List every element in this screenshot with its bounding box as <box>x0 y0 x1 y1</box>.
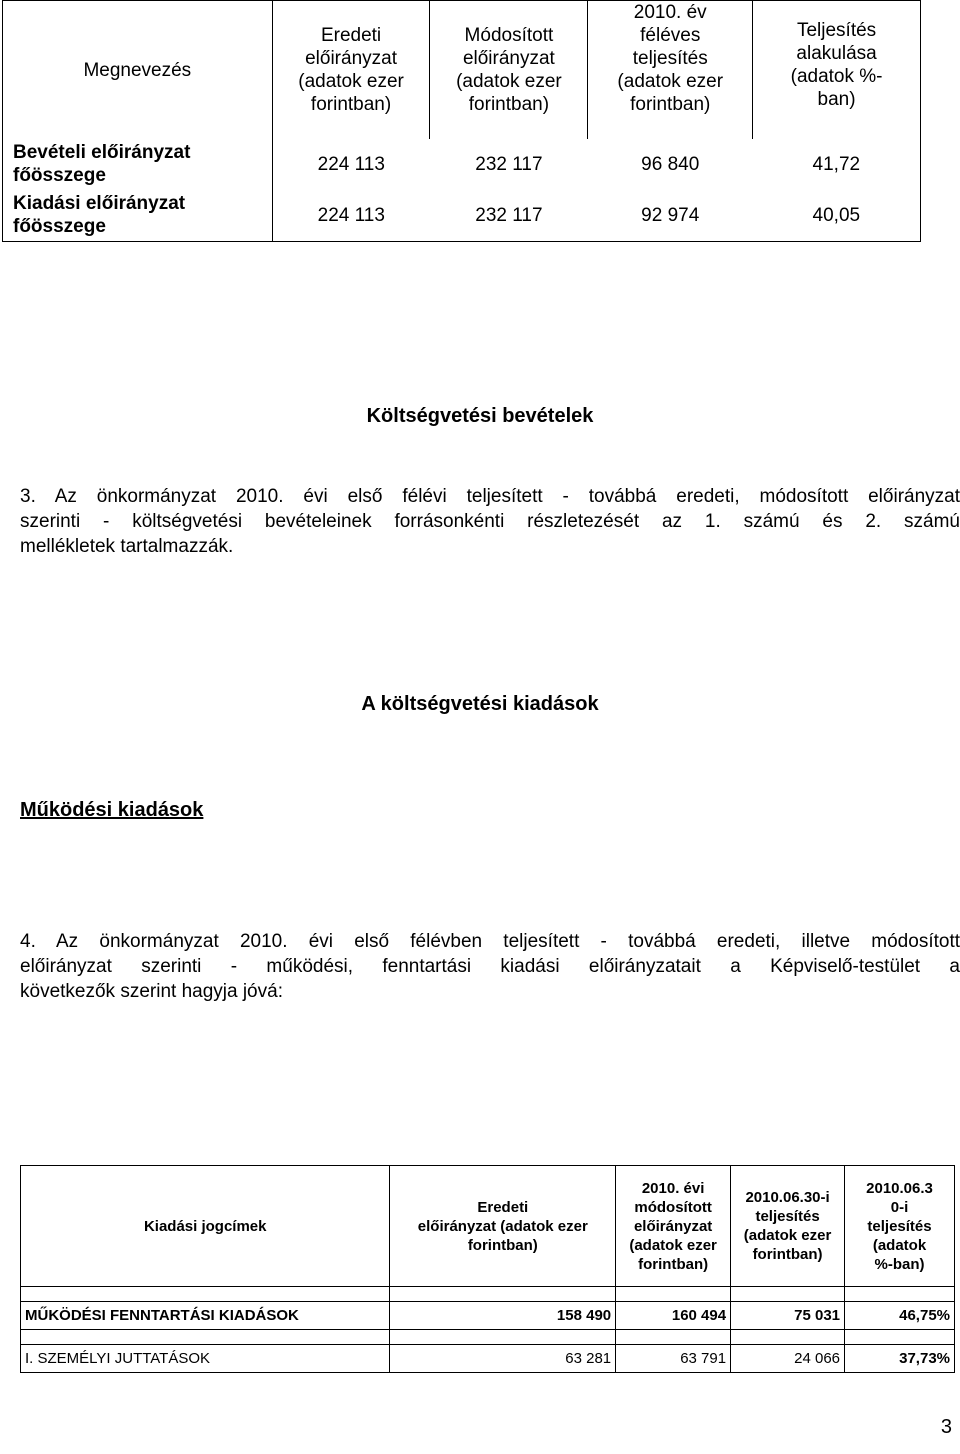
cell-actual: 75 031 <box>731 1302 845 1330</box>
cell-percent: 41,72 <box>753 139 921 189</box>
header-modified-line: (adatok ezer <box>456 71 562 92</box>
section-title-expenses: A költségvetési kiadások <box>361 693 599 715</box>
header-line: 2010. évi <box>641 1179 705 1197</box>
header-modified <box>430 1 588 140</box>
header-line: 2010.06.30-i <box>745 1189 830 1206</box>
header-line: módosított <box>634 1198 712 1216</box>
header-original-line: előirányzat <box>305 48 397 69</box>
header-line: %-ban) <box>874 1255 925 1273</box>
header-actual-line: (adatok ezer <box>617 71 724 92</box>
header-actual-line: teljesítés <box>632 48 708 69</box>
header-original-line: Eredeti <box>320 25 382 46</box>
cell-original: 224 113 <box>272 189 430 242</box>
header-percent-line: alakulása <box>796 43 877 64</box>
header-percent <box>845 1166 955 1287</box>
page-number: 3 <box>940 1416 952 1438</box>
paragraph-line: 3. Az önkormányzat 2010. évi első félévi teljesített - továbbá eredeti, módosított előirányzat <box>20 486 960 507</box>
cell-actual: 92 974 <box>588 189 753 242</box>
cell-percent: 37,73% <box>845 1345 955 1373</box>
cell-actual: 96 840 <box>641 153 700 175</box>
header-actual <box>588 1 753 140</box>
header-original <box>272 1 430 140</box>
header-name-label: Megnevezés <box>83 59 192 81</box>
header-percent <box>753 1 921 140</box>
header-line: 0-i <box>890 1198 909 1216</box>
cell-modified: 232 117 <box>430 189 588 242</box>
header-modified-line: Módosított <box>464 25 554 46</box>
row-name-line: főösszege <box>13 216 106 237</box>
summary-row <box>3 139 921 189</box>
header-modified-line: előirányzat <box>462 48 555 69</box>
paragraph-expenses <box>20 929 960 1004</box>
header-original-line: forintban) <box>310 94 392 115</box>
row-name <box>3 139 273 189</box>
header-modified-line: forintban) <box>468 94 550 115</box>
header-original-line: (adatok ezer <box>298 71 404 92</box>
cell-actual: 24 066 <box>731 1345 845 1373</box>
section-subtitle-operating: Működési kiadások <box>20 799 204 821</box>
row-name-line: Bevételi előirányzat <box>13 142 191 163</box>
header-title: Kiadási jogcímek <box>21 1166 390 1287</box>
row-name-line: főösszege <box>13 165 106 186</box>
section-title-revenues: Költségvetési bevételek <box>366 405 594 427</box>
header-actual-line: forintban) <box>630 94 711 115</box>
header-line: (adatok <box>872 1236 927 1254</box>
cell-modified: 63 791 <box>616 1345 731 1373</box>
summary-table <box>2 0 921 242</box>
header-original <box>390 1166 616 1287</box>
header-line: forintban) <box>467 1236 538 1254</box>
paragraph-line: mellékletek tartalmazzák. <box>20 536 234 557</box>
paragraph-line: előirányzat szerinti - működési, fenntartási kiadási előirányzatait a Képviselő-testület a <box>20 956 960 977</box>
cell-percent: 40,05 <box>753 189 921 242</box>
header-modified <box>616 1166 731 1287</box>
expense-header-row <box>21 1166 955 1287</box>
row-name: MŰKÖDÉSI FENNTARTÁSI KIADÁSOK <box>21 1302 390 1330</box>
header-percent-line: ban) <box>817 89 856 110</box>
paragraph-revenues <box>20 484 960 559</box>
row-name-line: Kiadási előirányzat <box>13 193 186 214</box>
header-line: előirányzat (adatok ezer <box>417 1217 588 1235</box>
spacer-row <box>21 1287 955 1302</box>
summary-header-row <box>3 1 921 140</box>
header-line: teljesítés <box>755 1208 820 1225</box>
header-percent-line: Teljesítés <box>796 20 877 41</box>
paragraph-line: szerinti - költségvetési bevételeinek forrásonkénti részletezését az 1. számú és 2. számú <box>20 511 960 532</box>
paragraph-line: következők szerint hagyja jóvá: <box>20 981 283 1002</box>
summary-row <box>3 189 921 242</box>
row-name <box>3 189 273 242</box>
header-actual <box>731 1166 845 1287</box>
header-actual-line: féléves <box>640 25 701 46</box>
header-line: (adatok ezer <box>629 1236 717 1254</box>
header-line: forintban) <box>752 1246 823 1263</box>
spacer-row <box>21 1330 955 1345</box>
paragraph-line: 4. Az önkormányzat 2010. évi első félévben teljesített - továbbá eredeti, illetve módosított <box>20 931 960 952</box>
cell-original: 63 281 <box>390 1345 616 1373</box>
header-actual-line: 2010. év <box>633 2 707 23</box>
header-line: 2010.06.3 <box>866 1179 933 1197</box>
header-line: (adatok ezer <box>743 1227 832 1244</box>
cell-original: 224 113 <box>272 139 430 189</box>
header-line: Eredeti <box>477 1198 529 1216</box>
table-row <box>21 1345 955 1373</box>
cell-modified: 232 117 <box>475 153 543 175</box>
header-line: forintban) <box>638 1255 709 1273</box>
row-name: I. SZEMÉLYI JUTTATÁSOK <box>21 1345 390 1373</box>
table-row <box>21 1302 955 1330</box>
cell-original: 158 490 <box>390 1302 616 1330</box>
header-percent-line: (adatok %- <box>790 66 883 87</box>
cell-modified: 160 494 <box>616 1302 731 1330</box>
expense-table <box>20 1165 955 1373</box>
header-line: teljesítés <box>867 1217 932 1235</box>
header-line: előirányzat <box>633 1217 713 1235</box>
cell-percent: 46,75% <box>845 1302 955 1330</box>
header-name <box>3 1 273 140</box>
